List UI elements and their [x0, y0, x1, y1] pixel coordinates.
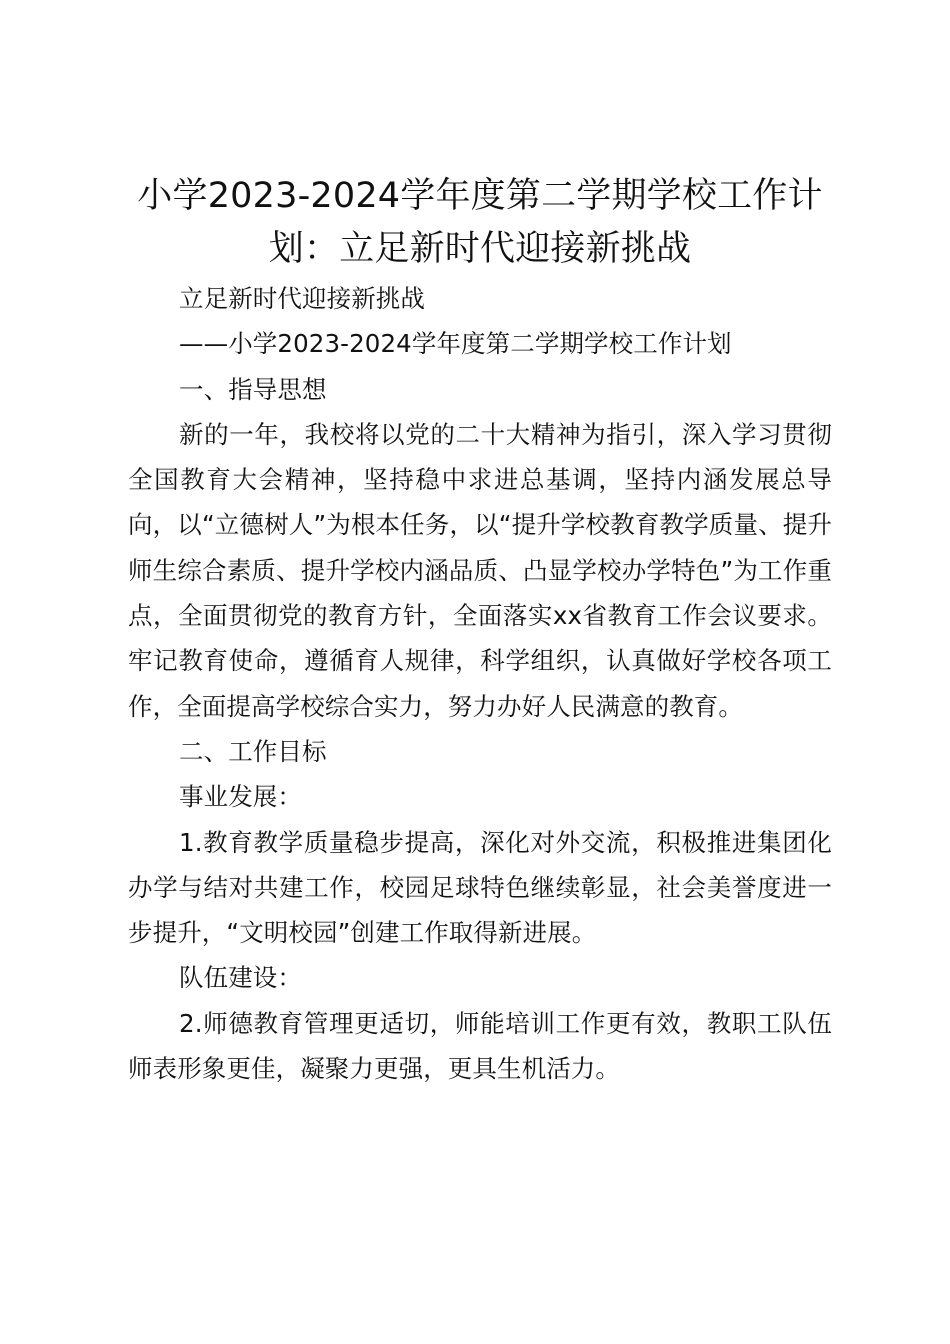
paragraph-item-1: 1.教育教学质量稳步提高，深化对外交流，积极推进集团化办学与结对共建工作，校园足球特色继续彰显，社会美誉度进一步提升，“文明校园”创建工作取得新进展。 [128, 827, 832, 948]
paragraph-guiding-thought: 新的一年，我校将以党的二十大精神为指引，深入学习贯彻全国教育大会精神，坚持稳中求进总基调，坚持内涵发展总导向，以“立德树人”为根本任务，以“提升学校教育教学质量、提升师生综合素质、提升学校内涵品质、凸显学校办学特色”为工作重点，全面贯彻党的教育方针，全面落实xx省教育工作会议要求。牢记教育使命，遵循育人规律，科学组织，认真做好学校各项工作，全面提高学校综合实力，努力办好人民满意的教育。 [128, 419, 832, 721]
subtitle-heading: 立足新时代迎接新挑战 [179, 284, 425, 313]
document-title: 小学2023-2024学年度第二学期学校工作计划：立足新时代迎接新挑战 [137, 176, 823, 269]
section-heading-work-goals: 二、工作目标 [179, 736, 327, 766]
subtitle-dash-line: ——小学2023-2024学年度第二学期学校工作计划 [179, 329, 732, 359]
subheading-development: 事业发展： [179, 782, 302, 812]
document-body [128, 276, 832, 1091]
section-heading-guiding-thought: 一、指导思想 [179, 374, 327, 404]
paragraph-item-2: 2.师德教育管理更适切，师能培训工作更有效，教职工队伍师表形象更佳，凝聚力更强，更具生机活力。 [128, 1008, 832, 1084]
subheading-team-building: 队伍建设： [179, 963, 302, 993]
